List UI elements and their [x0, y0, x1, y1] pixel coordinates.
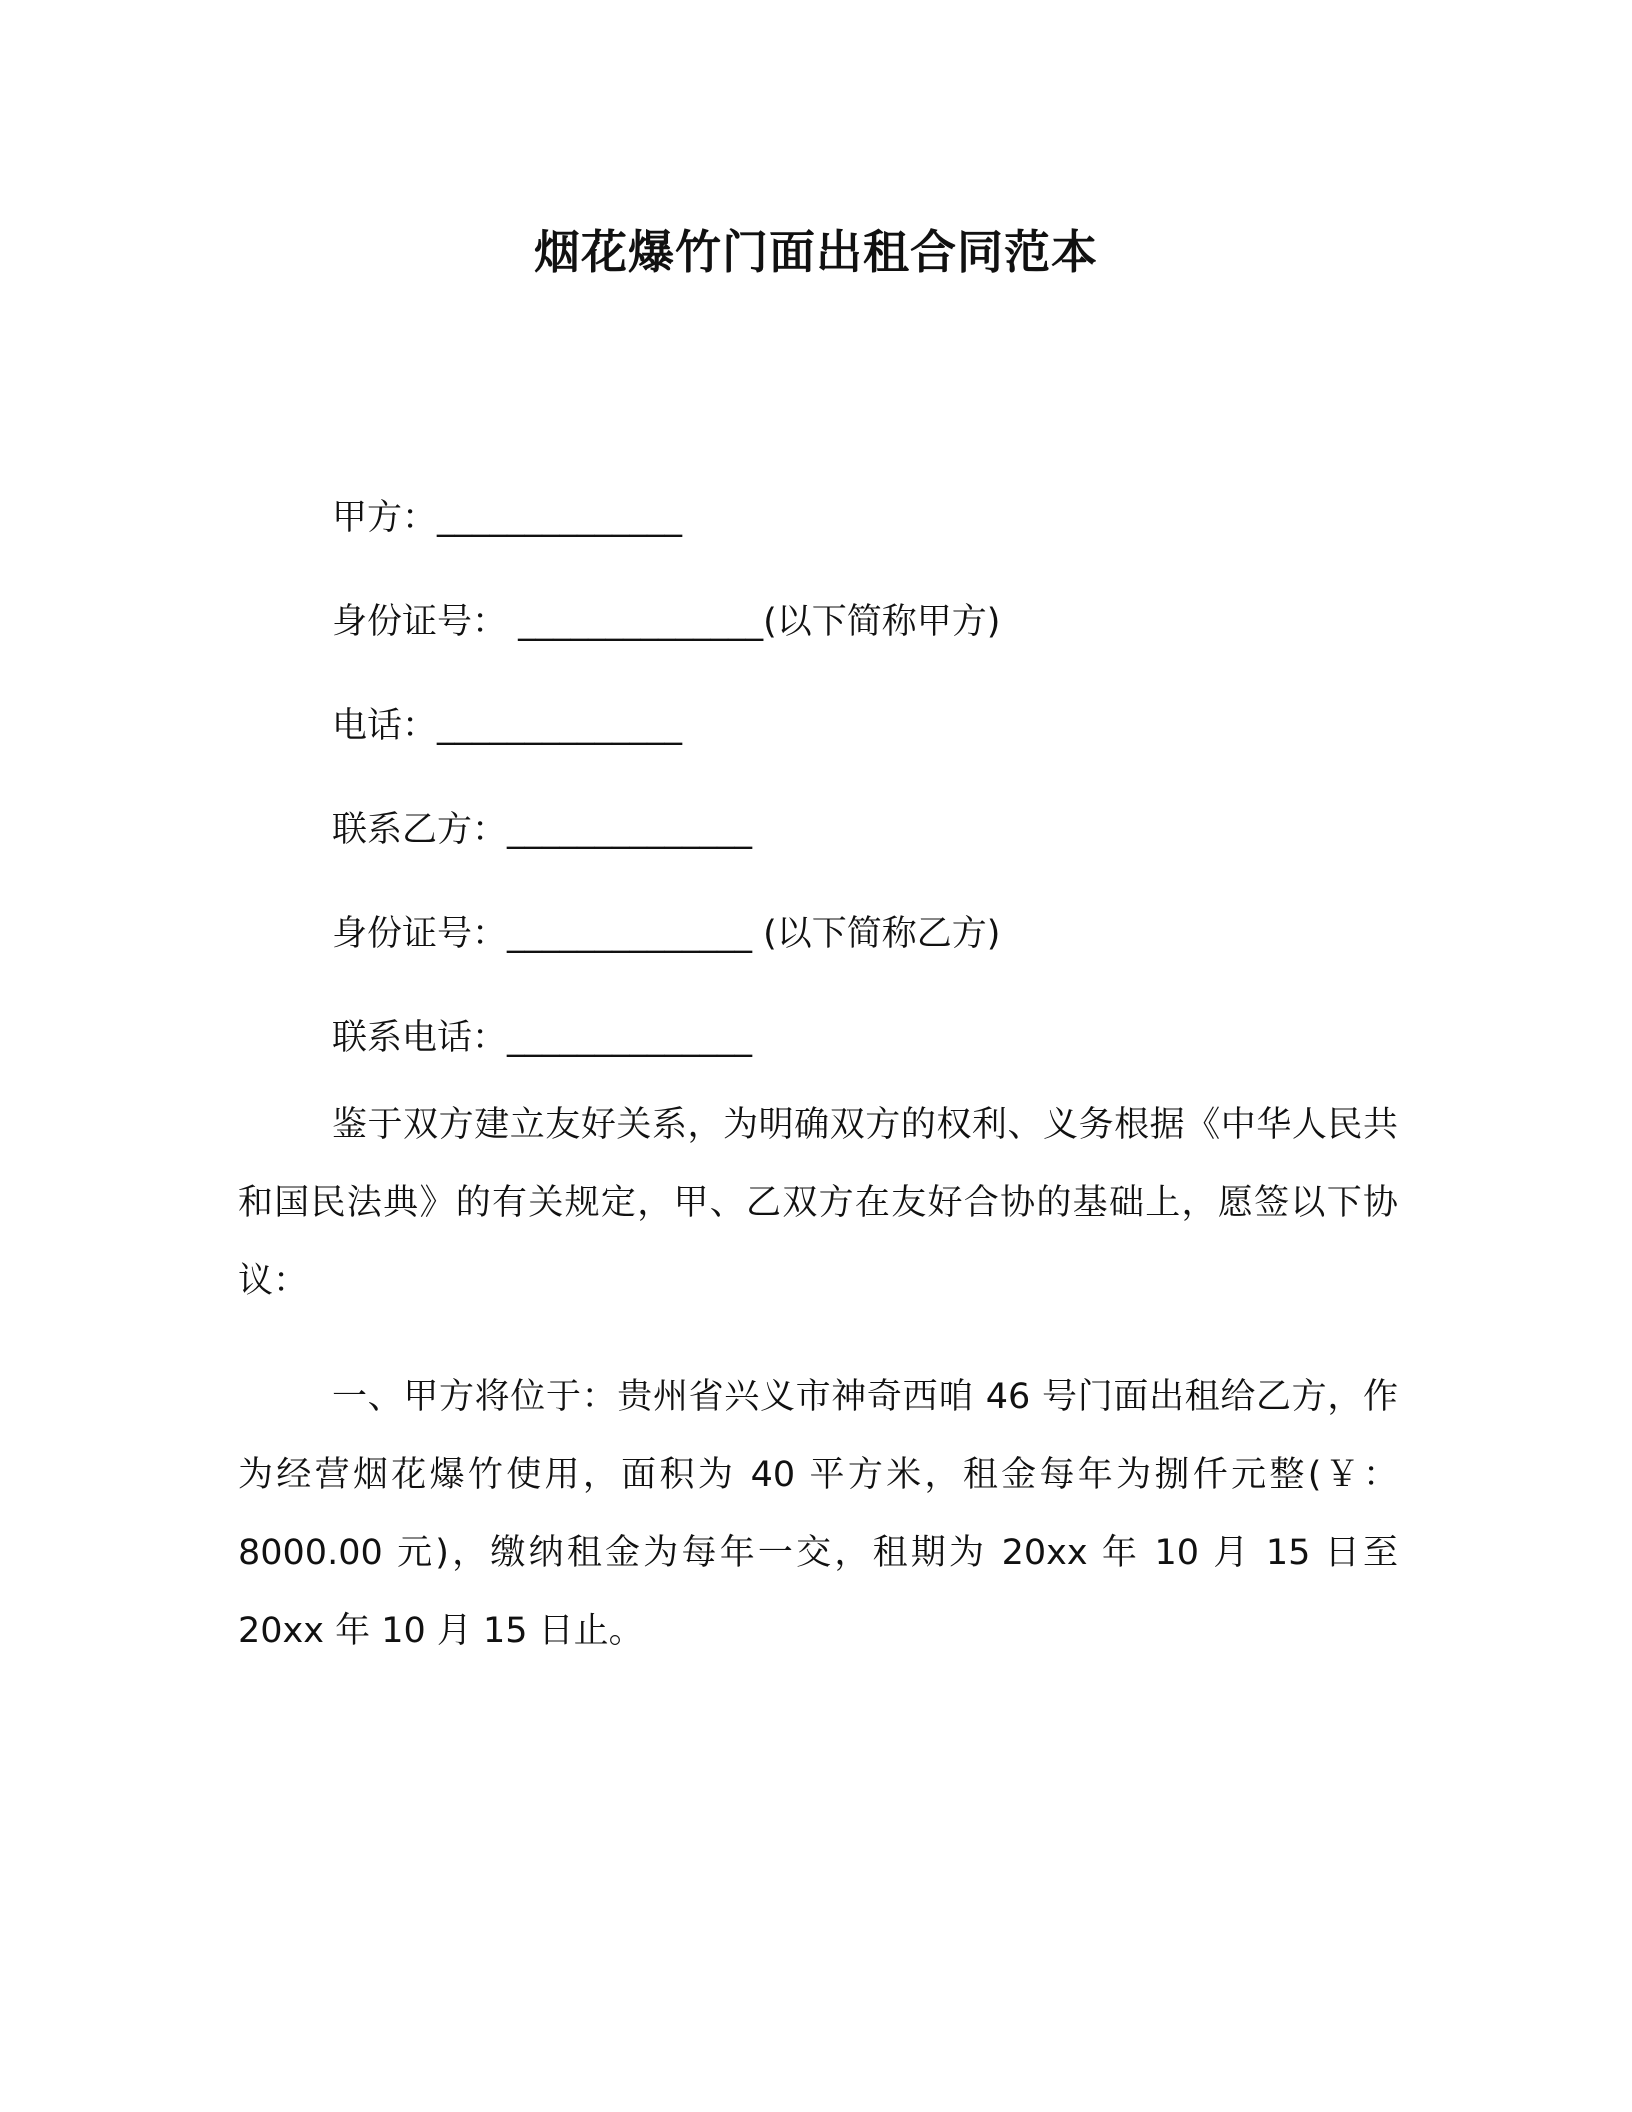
party-a-phone-field: 电话：______________ [332, 706, 683, 746]
party-b-phone-field: 联系电话：______________ [332, 1018, 753, 1058]
party-a-field: 甲方：______________ [332, 498, 683, 538]
document-title: 烟花爆竹门面出租合同范本 [534, 225, 1098, 279]
party-a-id-field: 身份证号： ______________(以下简称甲方) [332, 602, 1001, 642]
clause-1-paragraph: 一、甲方将位于：贵州省兴义市神奇西咱 46 号门面出租给乙方，作为经营烟花爆竹使用，面积为 40 平方米，租金每年为捌仟元整(￥：8000.00 元)，缴纳租金为每年一交，租期为 20xx 年 10 月 15 日至 20xx 年 10 月 15 日止。 [238, 1377, 1398, 1651]
party-b-field: 联系乙方：______________ [332, 810, 753, 850]
party-b-id-field: 身份证号：______________ (以下简称乙方) [332, 914, 1001, 954]
preamble-paragraph: 鉴于双方建立友好关系，为明确双方的权利、义务根据《中华人民共和国民法典》的有关规定，甲、乙双方在友好合协的基础上，愿签以下协议： [238, 1105, 1398, 1301]
